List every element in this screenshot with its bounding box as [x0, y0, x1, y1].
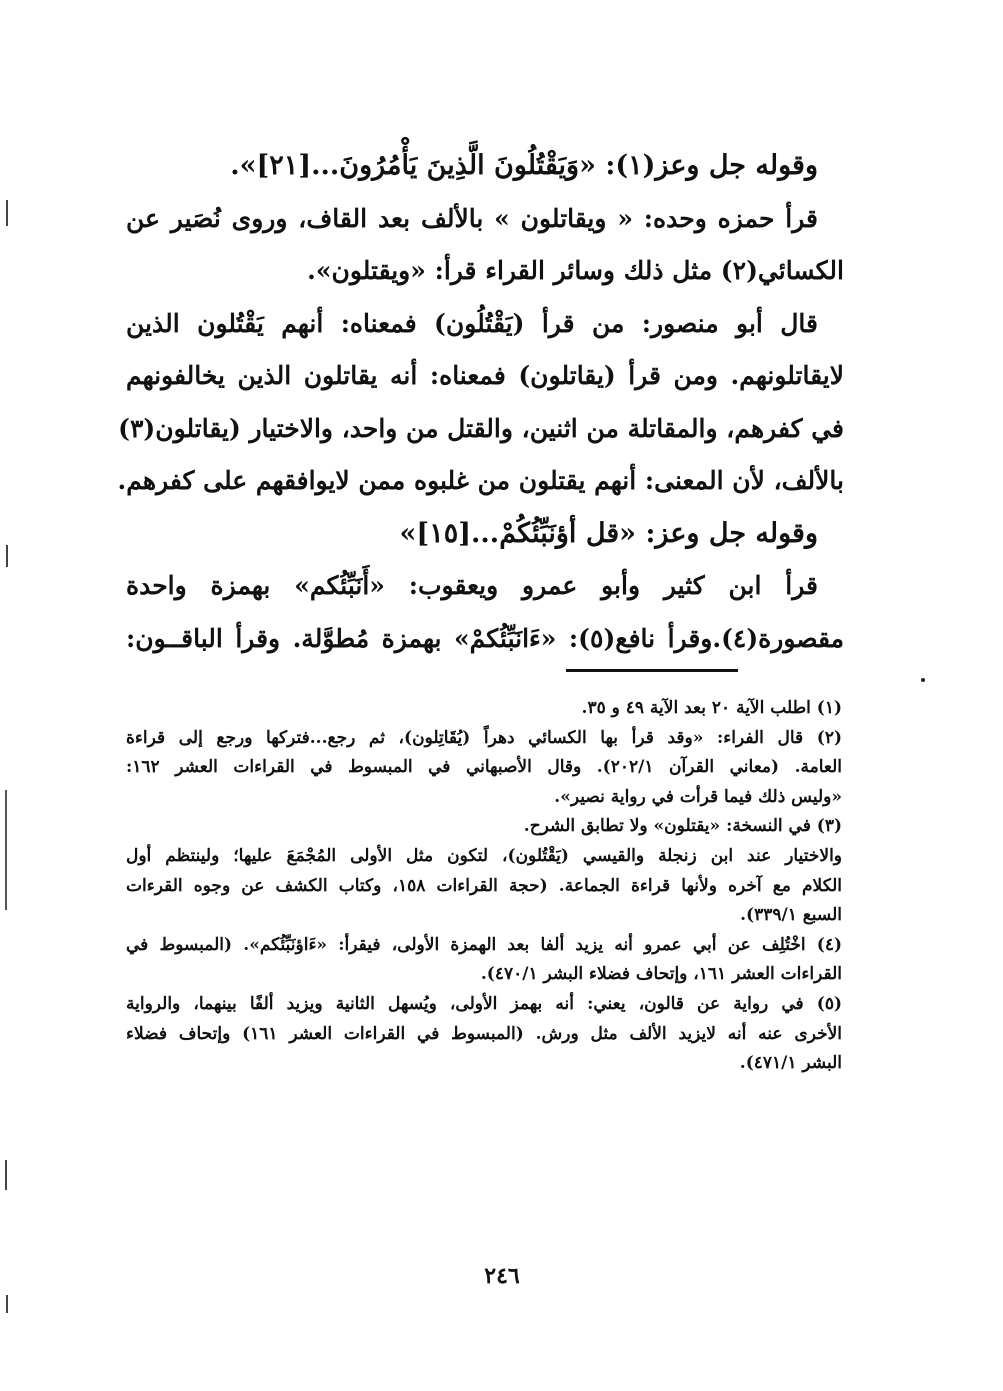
main-line-10: مقصورة(٤).وقرأ نافع(٥): «ءَانَبِّئُكمْ» بهمزة مُطوَّلة. وقرأ الباقــون: [126, 623, 844, 653]
main-line-6: في كفرهم، والمقاتلة من اثنين، والقتل من واحد، والاختيار (يقاتلون(٣) [118, 413, 844, 443]
verse-line-2: وقوله جل وعز: «قل أؤنَبِّئُكُمْ...[١٥]» [399, 517, 818, 549]
footnote-line: (١) اطلب الآية ٢٠ بعد الآية ٤٩ و ٣٥. [581, 698, 842, 718]
footnotes-block [126, 694, 842, 1079]
scan-edge-mark [6, 545, 8, 567]
main-line-7: بالألف، لأن المعنى: أنهم يقتلون من غلبوه ممن لايوافقهم على كفرهم. [117, 466, 844, 495]
footnote-line: (٢) قال الفراء: «وقد قرأ بها الكسائي دهراً (يُقَاتِلون)، ثم رجع...فتركها ورجع إلى قراءة [126, 727, 842, 748]
verse-line-1: وقوله جل وعز(١): «وَيَقْتُلُونَ الَّذِينَ يَأْمُرُونَ...[٢١]». [230, 150, 818, 181]
scan-edge-mark [6, 1295, 8, 1313]
footnote-line: البشر ٤٧١/١). [739, 1053, 842, 1074]
scan-edge-mark [6, 200, 8, 226]
footnote-line: (٣) في النسخة: «يقتلون» ولا تطابق الشرح. [523, 816, 842, 837]
footnote-line: السبع ٣٣٩/١). [740, 905, 842, 926]
scan-edge-mark [5, 790, 7, 910]
footnote-line: العامة. (معاني القرآن ٢٠٢/١). وقال الأصبهاني في المبسوط في القراءات العشر ١٦٢: [126, 757, 842, 778]
page-number: ٢٤٦ [484, 1263, 520, 1289]
scan-dot [921, 678, 925, 682]
footnote-line: (٥) في رواية عن قالون، يعني: أنه بهمز الأولى، ويُسهل الثانية ويزيد ألفًا بينهما، والرواية [126, 993, 842, 1014]
main-text-block [117, 140, 844, 665]
footnote-line: الأخرى عنه أنه لايزيد الألف مثل ورش. (المبسوط في القراءات العشر ١٦١) وإتحاف فضلاء [126, 1023, 842, 1044]
footnote-line: «وليس ذلك فيما قرأت في رواية نصير». [554, 786, 842, 807]
footnote-line: (٤) اخْتُلِف عن أبي عمرو أنه يزيد ألفا بعد الهمزة الأولى، فيقرأ: «ءَاؤنَبِّئُكم». (المبسوط في [126, 934, 842, 955]
footnote-separator [566, 669, 738, 672]
footnote-line: والاختيار عند ابن زنجلة والقيسي (يَقْتُلون)، لتكون مثل الأولى المُجْمَعَ عليها؛ ولينتظم أول [126, 845, 842, 866]
main-line-2: قرأ حمزه وحده: « ويقاتلون » بالألف بعد القاف، وروى نُصَير عن [126, 203, 818, 233]
footnote-line: الكلام مع آخره ولأنها قراءة الجماعة. (حجة القراءات ١٥٨، وكتاب الكشف عن وجوه القرءات [126, 875, 842, 896]
main-line-5: لايقاتلونهم. ومن قرأ (يقاتلون) فمعناه: أنه يقاتلون الذين يخالفونهم [126, 361, 844, 390]
main-line-9: قرأ ابن كثير وأبو عمرو ويعقوب: «أَنَبِّئُكم» بهمزة واحدة [126, 571, 818, 600]
main-line-3: الكسائي(٢) مثل ذلك وسائر القراء قرأ: «ويقتلون». [307, 256, 844, 285]
scan-edge-mark [5, 1160, 7, 1190]
footnote-line: القراءات العشر ١٦١، وإتحاف فضلاء البشر ٤٧٠/١). [480, 964, 842, 985]
main-line-4: قال أبو منصور: من قرأ (يَقْتُلُون) فمعناه: أنهم يَقْتُلون الذين [126, 308, 818, 338]
